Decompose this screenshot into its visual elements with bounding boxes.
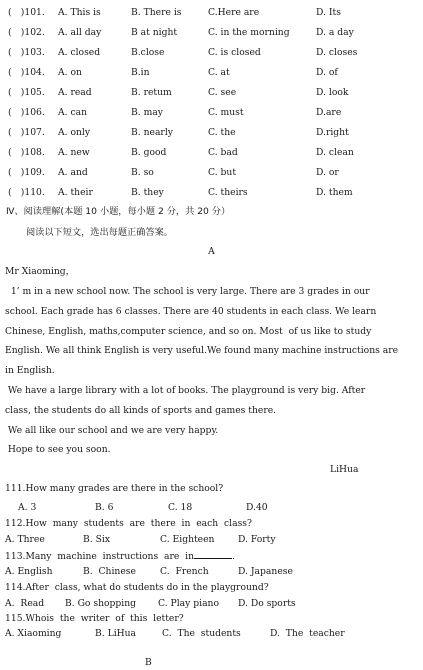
option-a: A. This is <box>58 7 101 18</box>
question-number: ( )104. <box>8 67 45 78</box>
option-b: B.in <box>131 67 150 78</box>
option-b: B. There is <box>131 7 182 18</box>
section-heading: Ⅳ、阅读理解(本题 10 小题，每小题 2 分，共 20 分） <box>6 206 231 217</box>
passage-line: school. Each grade has 6 classes. There are 40 students in each class. We learn <box>5 306 377 317</box>
passage-line: Hope to see you soon. <box>5 444 111 455</box>
option-d: D. them <box>316 187 353 198</box>
option-a: A. Three <box>5 534 45 545</box>
option-d: D.right <box>316 127 349 138</box>
section-instruction: 阅读以下短文，选出每题正确答案。 <box>26 227 173 238</box>
option-a: A. Xiaoming <box>5 628 62 639</box>
option-a: A. 3 <box>18 502 37 513</box>
passage-label-a: A <box>208 246 215 257</box>
option-c: C. The students <box>162 628 241 639</box>
question-stem: 113.Many machine instructions are in <box>5 551 195 562</box>
option-d: D. Its <box>316 7 341 18</box>
option-b: B. they <box>131 187 164 198</box>
option-a: A. read <box>58 87 92 98</box>
question-stem-line <box>5 550 235 562</box>
option-c: C. see <box>208 87 237 98</box>
option-b: B. LiHua <box>95 628 137 639</box>
question-stem: 114.After class, what do students do in the playground? <box>5 582 269 593</box>
option-d: D. or <box>316 167 339 178</box>
option-c: C. is closed <box>208 47 261 58</box>
question-stem-end: . <box>232 551 235 562</box>
question-number: ( )105. <box>8 87 45 98</box>
passage-line: English. We all think English is very useful.We found many machine instructions are <box>5 345 399 356</box>
option-d: D. The teacher <box>270 628 345 639</box>
option-b: B at night <box>131 27 178 38</box>
passage-label-b: B <box>145 657 152 668</box>
passage-line: We have a large library with a lot of books. The playground is very big. After <box>5 385 366 396</box>
passage-line: Chinese, English, maths,computer science, and so on. Most of us like to study <box>5 326 372 337</box>
option-a: A. Read <box>5 598 45 609</box>
question-number: ( )102. <box>8 27 45 38</box>
question-number: ( )107. <box>8 127 45 138</box>
option-c: C. must <box>208 107 244 118</box>
option-a: A. on <box>58 67 82 78</box>
option-a: A. all day <box>58 27 102 38</box>
option-b: B. Go shopping <box>65 598 137 609</box>
option-c: C. Play piano <box>158 598 219 609</box>
option-d: D. closes <box>316 47 358 58</box>
question-number: ( )106. <box>8 107 45 118</box>
option-d: D. Forty <box>238 534 276 545</box>
option-b: B. so <box>131 167 154 178</box>
passage-signature: LiHua <box>330 464 359 475</box>
option-a: A. can <box>58 107 88 118</box>
option-d: D.40 <box>246 502 268 513</box>
option-b: B. may <box>131 107 163 118</box>
option-d: D. clean <box>316 147 354 158</box>
option-c: C. in the morning <box>208 27 290 38</box>
question-number: ( )110. <box>8 187 45 198</box>
option-b: B. Chinese <box>83 566 136 577</box>
option-b: B. Six <box>83 534 111 545</box>
option-b: B. nearly <box>131 127 173 138</box>
question-number: ( )101. <box>8 7 45 18</box>
passage-line: class, the students do all kinds of sports and games there. <box>5 405 277 416</box>
option-c: C. 18 <box>168 502 193 513</box>
option-c: C. French <box>160 566 209 577</box>
option-a: A. English <box>5 566 53 577</box>
option-c: C. bad <box>208 147 238 158</box>
option-d: D. a day <box>316 27 354 38</box>
option-d: D. look <box>316 87 349 98</box>
option-a: A. new <box>58 147 90 158</box>
question-stem: 115.Whois the writer of this letter? <box>5 613 184 624</box>
passage-salutation: Mr Xiaoming， <box>5 266 75 277</box>
question-stem: 111.How many grades are there in the school? <box>5 483 224 494</box>
passage-line: in English. <box>5 365 55 376</box>
question-stem: 112.How many students are there in each class? <box>5 518 252 529</box>
option-b: B. good <box>131 147 167 158</box>
option-b: B.close <box>131 47 165 58</box>
option-a: A. and <box>58 167 88 178</box>
option-c: C.Here are <box>208 7 260 18</box>
option-d: D.are <box>316 107 342 118</box>
option-d: D. of <box>316 67 338 78</box>
passage-line: 1’ m in a new school now. The school is very large. There are 3 grades in our <box>5 286 370 297</box>
option-a: A. only <box>58 127 91 138</box>
option-c: C. but <box>208 167 237 178</box>
option-b: B. 6 <box>95 502 114 513</box>
question-number: ( )108. <box>8 147 45 158</box>
option-c: C. the <box>208 127 236 138</box>
answer-blank[interactable] <box>194 550 232 559</box>
option-b: B. retum <box>131 87 172 98</box>
option-d: D. Japanese <box>238 566 293 577</box>
option-a: A. closed <box>58 47 101 58</box>
option-c: C. at <box>208 67 230 78</box>
question-number: ( )109. <box>8 167 45 178</box>
question-number: ( )103. <box>8 47 45 58</box>
option-c: C. theirs <box>208 187 248 198</box>
option-d: D. Do sports <box>238 598 296 609</box>
option-a: A. their <box>58 187 93 198</box>
option-c: C. Eighteen <box>160 534 215 545</box>
passage-line: We all like our school and we are very happy. <box>5 425 219 436</box>
